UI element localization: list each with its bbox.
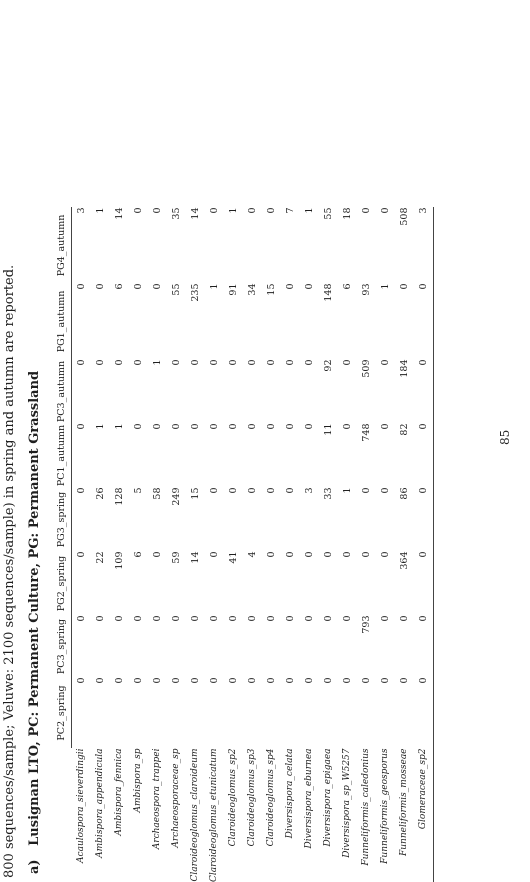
- count-cell: 0: [76, 487, 87, 494]
- table-body: [72, 207, 434, 882]
- count-cell: 14: [190, 207, 201, 220]
- count-cell: 5: [133, 487, 144, 494]
- count-cell: 0: [190, 615, 201, 622]
- count-cell: 0: [95, 283, 106, 290]
- count-cell: 0: [380, 207, 391, 214]
- count-cell: 0: [76, 551, 87, 558]
- table-row: [186, 207, 205, 882]
- count-cell: 34: [247, 283, 258, 296]
- count-cell: 0: [209, 207, 220, 214]
- section-label: a): [27, 859, 42, 874]
- count-cell: 0: [399, 677, 410, 684]
- table-row: [205, 207, 224, 882]
- count-cell: 6: [114, 283, 125, 290]
- count-cell: 235: [190, 283, 201, 302]
- table-header: [52, 207, 72, 882]
- count-cell: 82: [399, 423, 410, 436]
- count-cell: 0: [399, 283, 410, 290]
- count-cell: 0: [228, 615, 239, 622]
- count-cell: 0: [361, 207, 372, 214]
- count-cell: 0: [380, 423, 391, 430]
- count-cell: 0: [304, 615, 315, 622]
- count-cell: 1: [95, 207, 106, 214]
- column-header: PG2_spring: [52, 551, 72, 615]
- count-cell: 0: [323, 677, 334, 684]
- count-cell: 58: [152, 487, 163, 500]
- count-cell: 0: [228, 487, 239, 494]
- count-cell: 0: [399, 615, 410, 622]
- section-heading: [27, 371, 42, 874]
- count-cell: 249: [171, 487, 182, 506]
- species-name: Funneliformis_geosporus: [380, 748, 390, 864]
- table-row: [167, 207, 186, 882]
- count-cell: 0: [209, 615, 220, 622]
- count-cell: 1: [114, 423, 125, 430]
- species-name: Funneliformis_caledonius: [361, 748, 371, 866]
- column-header: PC3_autumn: [52, 359, 72, 423]
- count-cell: 0: [133, 359, 144, 366]
- count-cell: 14: [114, 207, 125, 220]
- count-cell: 0: [95, 615, 106, 622]
- count-cell: 0: [304, 423, 315, 430]
- count-cell: 6: [342, 283, 353, 290]
- section-title: Lusignan LTO, PC: Permanent Culture, PG: Permanent Grassland: [27, 370, 42, 846]
- count-cell: 0: [228, 677, 239, 684]
- count-cell: 0: [247, 359, 258, 366]
- species-name: Claroideoglomus_claroideum: [190, 748, 200, 882]
- count-cell: 86: [399, 487, 410, 500]
- count-cell: 0: [266, 207, 277, 214]
- count-cell: 148: [323, 283, 334, 302]
- table-row: [243, 207, 262, 882]
- count-cell: 0: [342, 551, 353, 558]
- count-cell: 0: [133, 677, 144, 684]
- table-row: [319, 207, 338, 882]
- count-cell: 7: [285, 207, 296, 214]
- count-cell: 93: [361, 283, 372, 296]
- count-cell: 0: [414, 677, 434, 748]
- count-cell: 1: [342, 487, 353, 494]
- count-cell: 4: [247, 551, 258, 558]
- species-name: Archaeospora_trappei: [152, 748, 162, 850]
- count-cell: 184: [399, 359, 410, 378]
- count-cell: 0: [209, 423, 220, 430]
- column-header: PC2_spring: [52, 677, 72, 748]
- species-name: Diversispora_eburnea: [304, 748, 314, 849]
- count-cell: 0: [266, 615, 277, 622]
- species-name: Claroideoglomus_etunicatum: [209, 748, 219, 882]
- count-cell: 0: [414, 615, 434, 677]
- count-cell: 0: [133, 423, 144, 430]
- count-cell: 22: [95, 551, 106, 564]
- species-name: Claroideoglomus_sp2: [228, 748, 238, 847]
- count-cell: 0: [171, 423, 182, 430]
- count-cell: 0: [209, 677, 220, 684]
- count-cell: 0: [190, 359, 201, 366]
- count-cell: 0: [380, 359, 391, 366]
- count-cell: 11: [323, 423, 334, 436]
- count-cell: 0: [114, 677, 125, 684]
- count-cell: 0: [190, 677, 201, 684]
- count-cell: 0: [152, 677, 163, 684]
- header-spacer: [52, 748, 72, 882]
- count-cell: 509: [361, 359, 372, 378]
- count-cell: 128: [114, 487, 125, 506]
- intro-text: 800 sequences/sample; Veluwe: 2100 sequences/sample) in spring and autumn are reported.: [2, 264, 17, 878]
- count-cell: 6: [133, 551, 144, 558]
- table-row: [300, 207, 319, 882]
- count-cell: 0: [247, 487, 258, 494]
- column-header: PG3_spring: [52, 487, 72, 551]
- count-cell: 35: [171, 207, 182, 220]
- count-cell: 0: [133, 283, 144, 290]
- count-cell: 0: [380, 615, 391, 622]
- count-cell: 109: [114, 551, 125, 570]
- table-row: [91, 207, 110, 882]
- count-cell: 0: [247, 615, 258, 622]
- count-cell: 0: [209, 487, 220, 494]
- count-cell: 0: [152, 615, 163, 622]
- count-cell: 0: [342, 423, 353, 430]
- species-name: Ambispora_sp: [133, 748, 143, 813]
- count-cell: 0: [171, 359, 182, 366]
- table-row: [357, 207, 376, 882]
- count-cell: 0: [190, 423, 201, 430]
- count-cell: 55: [323, 207, 334, 220]
- table-row: [224, 207, 243, 882]
- count-cell: 0: [285, 423, 296, 430]
- count-cell: 0: [133, 615, 144, 622]
- table-row: [414, 207, 434, 882]
- count-cell: 1: [228, 207, 239, 214]
- species-name: Diversispora_sp_W5257: [342, 748, 352, 858]
- count-cell: 0: [152, 551, 163, 558]
- count-cell: 0: [361, 551, 372, 558]
- otu-table: [52, 207, 434, 882]
- species-name: Ambispora_fennica: [114, 748, 124, 836]
- count-cell: 0: [414, 283, 434, 359]
- count-cell: 0: [342, 359, 353, 366]
- count-cell: 14: [190, 551, 201, 564]
- count-cell: 59: [171, 551, 182, 564]
- species-name: Diversispora_epigaea: [323, 748, 333, 847]
- species-name: Acaulospora_sieverdingii: [75, 748, 86, 863]
- count-cell: 0: [342, 677, 353, 684]
- count-cell: 0: [171, 615, 182, 622]
- page-number: 85: [498, 429, 512, 445]
- count-cell: 0: [304, 677, 315, 684]
- count-cell: 0: [247, 423, 258, 430]
- count-cell: 1: [209, 283, 220, 290]
- count-cell: 3: [414, 207, 434, 283]
- count-cell: 0: [247, 677, 258, 684]
- count-cell: 0: [304, 551, 315, 558]
- count-cell: 0: [76, 615, 87, 622]
- count-cell: 0: [76, 423, 87, 430]
- count-cell: 33: [323, 487, 334, 500]
- count-cell: 1: [152, 359, 163, 366]
- count-cell: 0: [266, 677, 277, 684]
- count-cell: 92: [323, 359, 334, 372]
- count-cell: 0: [380, 487, 391, 494]
- count-cell: 3: [304, 487, 315, 494]
- species-name: Glomeraceae_sp2: [414, 748, 434, 882]
- species-name: Diversispora_celata: [285, 748, 295, 839]
- column-header: PG1_autumn: [52, 283, 72, 359]
- table-row: [395, 207, 414, 882]
- column-header: PC1_autumn: [52, 423, 72, 487]
- count-cell: 91: [228, 283, 239, 296]
- species-name: Claroideoglomus_sp4: [266, 748, 276, 847]
- count-cell: 1: [95, 423, 106, 430]
- count-cell: 15: [266, 283, 277, 296]
- table-row: [148, 207, 167, 882]
- count-cell: 793: [361, 615, 372, 634]
- count-cell: 0: [304, 359, 315, 366]
- table-row: [262, 207, 281, 882]
- column-header: PG4_autumn: [52, 207, 72, 283]
- count-cell: 15: [190, 487, 201, 500]
- table-row: [110, 207, 129, 882]
- count-cell: 508: [399, 207, 410, 226]
- count-cell: 0: [323, 551, 334, 558]
- count-cell: 0: [380, 677, 391, 684]
- table-row: [338, 207, 357, 882]
- count-cell: 0: [266, 423, 277, 430]
- count-cell: 0: [133, 207, 144, 214]
- count-cell: 0: [228, 423, 239, 430]
- count-cell: 0: [323, 615, 334, 622]
- count-cell: 26: [95, 487, 106, 500]
- count-cell: 0: [304, 283, 315, 290]
- count-cell: 0: [76, 359, 87, 366]
- count-cell: 0: [95, 677, 106, 684]
- count-cell: 0: [342, 615, 353, 622]
- count-cell: 0: [76, 677, 87, 684]
- count-cell: 0: [152, 283, 163, 290]
- count-cell: 0: [361, 487, 372, 494]
- count-cell: 0: [209, 551, 220, 558]
- count-cell: 0: [414, 487, 434, 551]
- count-cell: 1: [304, 207, 315, 214]
- table-row: [281, 207, 300, 882]
- count-cell: 0: [285, 615, 296, 622]
- table-row: [376, 207, 395, 882]
- species-name: Ambispora_appendicula: [95, 748, 105, 858]
- count-cell: 0: [285, 551, 296, 558]
- count-cell: 0: [414, 359, 434, 423]
- count-cell: 18: [342, 207, 353, 220]
- count-cell: 1: [380, 283, 391, 290]
- count-cell: 0: [114, 615, 125, 622]
- count-cell: 0: [95, 359, 106, 366]
- count-cell: 0: [361, 677, 372, 684]
- count-cell: 748: [361, 423, 372, 442]
- count-cell: 0: [247, 207, 258, 214]
- count-cell: 0: [285, 359, 296, 366]
- count-cell: 0: [266, 487, 277, 494]
- count-cell: 55: [171, 283, 182, 296]
- count-cell: 0: [380, 551, 391, 558]
- count-cell: 0: [266, 551, 277, 558]
- count-cell: 0: [285, 487, 296, 494]
- count-cell: 0: [266, 359, 277, 366]
- count-cell: 0: [171, 677, 182, 684]
- count-cell: 0: [414, 423, 434, 487]
- count-cell: 41: [228, 551, 239, 564]
- species-name: Claroideoglomus_sp3: [247, 748, 257, 847]
- count-cell: 0: [285, 677, 296, 684]
- count-cell: 3: [76, 207, 87, 214]
- table-row: [129, 207, 148, 882]
- species-name: Funneliformis_mosseae: [399, 748, 409, 856]
- count-cell: 0: [414, 551, 434, 615]
- column-header: PC3_spring: [52, 615, 72, 677]
- species-name: Archaeosporaceae_sp: [171, 748, 181, 848]
- table-row: [72, 207, 92, 882]
- count-cell: 364: [399, 551, 410, 570]
- count-cell: 0: [114, 359, 125, 366]
- count-cell: 0: [228, 359, 239, 366]
- count-cell: 0: [209, 359, 220, 366]
- count-cell: 0: [152, 423, 163, 430]
- count-cell: 0: [76, 283, 87, 290]
- count-cell: 0: [152, 207, 163, 214]
- count-cell: 0: [285, 283, 296, 290]
